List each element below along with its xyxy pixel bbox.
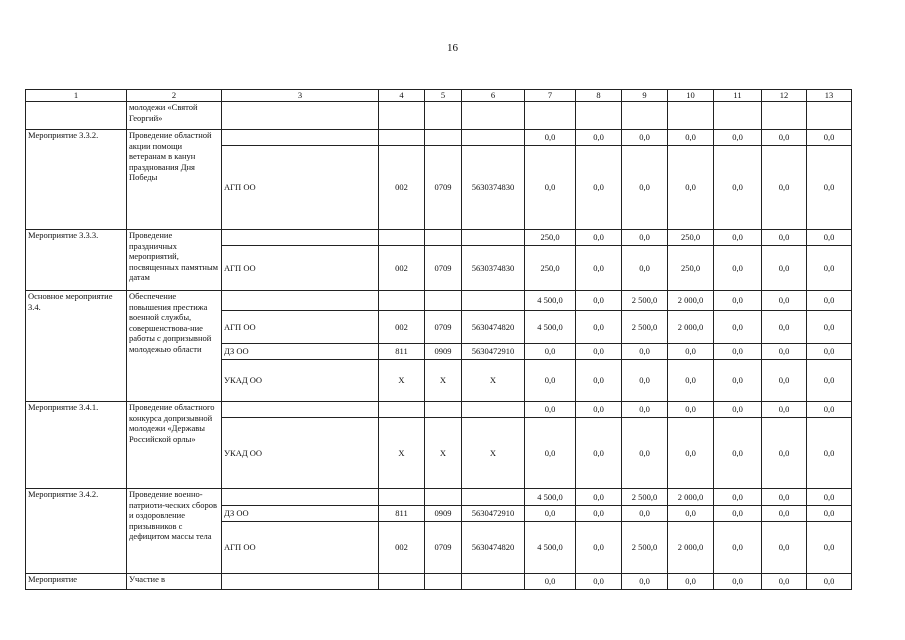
csr-code: 5630374830	[462, 146, 525, 230]
col-header: 3	[222, 90, 379, 102]
cell	[222, 291, 379, 311]
cell	[222, 102, 379, 130]
col-header: 9	[622, 90, 668, 102]
rzpr-code: 0709	[425, 146, 462, 230]
total-value: 0,0	[714, 489, 762, 506]
cell	[425, 489, 462, 506]
cell	[222, 230, 379, 246]
value: 0,0	[622, 418, 668, 489]
value: 0,0	[668, 344, 714, 360]
table-row	[26, 489, 852, 506]
total-value: 2 000,0	[668, 489, 714, 506]
measure-title: Проведение военно-патриоти-ческих сборов и оздоровление призывников с дефицитом массы тела	[127, 489, 222, 574]
measure-title: молодежи «Святой Георгий»	[127, 102, 222, 130]
cell	[462, 130, 525, 146]
measure-code: Мероприятие 3.4.2.	[26, 489, 127, 574]
csr-code: 5630472910	[462, 344, 525, 360]
total-value: 0,0	[576, 130, 622, 146]
rzpr-code: Х	[425, 360, 462, 402]
grbs-code: 002	[379, 311, 425, 344]
value: 4 500,0	[525, 522, 576, 574]
total-value: 0,0	[714, 402, 762, 418]
cell	[525, 102, 576, 130]
value: 0,0	[762, 360, 807, 402]
measure-code: Мероприятие 3.4.1.	[26, 402, 127, 489]
total-value: 0,0	[622, 130, 668, 146]
measure-title: Проведение областной акции помощи ветеранам в канун празднования Дня Победы	[127, 130, 222, 230]
value: 0,0	[807, 506, 852, 522]
value: 0,0	[714, 344, 762, 360]
total-value: 250,0	[668, 230, 714, 246]
csr-code: 5630474820	[462, 522, 525, 574]
total-value: 0,0	[576, 291, 622, 311]
total-value: 0,0	[762, 230, 807, 246]
col-header: 4	[379, 90, 425, 102]
executor: ДЗ ОО	[222, 344, 379, 360]
total-value: 0,0	[807, 402, 852, 418]
value: 0,0	[525, 344, 576, 360]
value: 0,0	[576, 146, 622, 230]
cell	[379, 402, 425, 418]
cell	[379, 130, 425, 146]
measure-code: Основное мероприятие 3.4.	[26, 291, 127, 402]
cell	[425, 574, 462, 590]
grbs-code: 811	[379, 506, 425, 522]
measure-code: Мероприятие	[26, 574, 127, 590]
total-value: 0,0	[525, 130, 576, 146]
value: 0,0	[576, 506, 622, 522]
col-header: 8	[576, 90, 622, 102]
value: 0,0	[807, 418, 852, 489]
cell	[668, 102, 714, 130]
total-value: 0,0	[762, 489, 807, 506]
cell	[622, 102, 668, 130]
total-value: 4 500,0	[525, 291, 576, 311]
value: 0,0	[714, 506, 762, 522]
header-row	[26, 90, 852, 102]
value: 0,0	[714, 311, 762, 344]
value: 0,0	[525, 418, 576, 489]
value: 0,0	[807, 146, 852, 230]
table-row	[26, 130, 852, 146]
value: 0,0	[714, 360, 762, 402]
csr-code: 5630474820	[462, 311, 525, 344]
value: 0,0	[807, 344, 852, 360]
total-value: 0,0	[576, 489, 622, 506]
grbs-code: 811	[379, 344, 425, 360]
total-value: 0,0	[762, 130, 807, 146]
total-value: 0,0	[576, 402, 622, 418]
cell	[222, 130, 379, 146]
executor: ДЗ ОО	[222, 506, 379, 522]
value: 0,0	[762, 344, 807, 360]
table-row	[26, 291, 852, 311]
rzpr-code: Х	[425, 418, 462, 489]
value: 0,0	[576, 522, 622, 574]
value: 2 500,0	[622, 522, 668, 574]
total-value: 0,0	[807, 130, 852, 146]
total-value: 0,0	[714, 291, 762, 311]
cell	[379, 230, 425, 246]
measure-code: Мероприятие 3.3.3.	[26, 230, 127, 291]
value: 0,0	[525, 506, 576, 522]
executor: АГП ОО	[222, 311, 379, 344]
total-value: 250,0	[525, 230, 576, 246]
value: 0,0	[622, 246, 668, 291]
csr-code: 5630472910	[462, 506, 525, 522]
cell	[462, 489, 525, 506]
col-header: 12	[762, 90, 807, 102]
total-value: 0,0	[576, 574, 622, 590]
total-value: 0,0	[668, 402, 714, 418]
cell	[379, 489, 425, 506]
executor: АГП ОО	[222, 246, 379, 291]
value: 0,0	[668, 506, 714, 522]
table-row	[26, 574, 852, 590]
cell	[714, 102, 762, 130]
table-row	[26, 102, 852, 130]
value: 0,0	[622, 506, 668, 522]
value: 0,0	[576, 360, 622, 402]
csr-code: Х	[462, 360, 525, 402]
value: 0,0	[576, 246, 622, 291]
cell	[462, 230, 525, 246]
total-value: 0,0	[668, 130, 714, 146]
total-value: 0,0	[576, 230, 622, 246]
col-header: 11	[714, 90, 762, 102]
total-value: 2 000,0	[668, 291, 714, 311]
value: 0,0	[762, 418, 807, 489]
col-header: 5	[425, 90, 462, 102]
table-row	[26, 230, 852, 246]
value: 0,0	[762, 246, 807, 291]
value: 2 000,0	[668, 522, 714, 574]
total-value: 0,0	[525, 402, 576, 418]
cell	[462, 291, 525, 311]
value: 0,0	[525, 360, 576, 402]
value: 0,0	[576, 344, 622, 360]
total-value: 0,0	[807, 230, 852, 246]
measure-title: Обеспечение повышения престижа военной службы, совершенствова-ние работы с допризывной молодежью области	[127, 291, 222, 402]
executor: УКАД ОО	[222, 360, 379, 402]
col-header: 6	[462, 90, 525, 102]
total-value: 0,0	[762, 291, 807, 311]
cell	[222, 489, 379, 506]
total-value: 0,0	[622, 574, 668, 590]
value: 4 500,0	[525, 311, 576, 344]
value: 0,0	[762, 311, 807, 344]
value: 0,0	[714, 146, 762, 230]
value: 0,0	[714, 246, 762, 291]
value: 0,0	[622, 344, 668, 360]
value: 0,0	[668, 418, 714, 489]
value: 250,0	[525, 246, 576, 291]
cell	[462, 402, 525, 418]
total-value: 0,0	[807, 291, 852, 311]
cell	[26, 102, 127, 130]
value: 0,0	[525, 146, 576, 230]
measure-title: Проведение областного конкурса допризывной молодежи «Державы Российской орлы»	[127, 402, 222, 489]
grbs-code: 002	[379, 246, 425, 291]
executor: АГП ОО	[222, 522, 379, 574]
value: 0,0	[762, 522, 807, 574]
cell	[425, 291, 462, 311]
grbs-code: 002	[379, 146, 425, 230]
value: 0,0	[576, 418, 622, 489]
total-value: 2 500,0	[622, 489, 668, 506]
csr-code: 5630374830	[462, 246, 525, 291]
col-header: 2	[127, 90, 222, 102]
cell	[222, 574, 379, 590]
value: 2 500,0	[622, 311, 668, 344]
value: 0,0	[762, 146, 807, 230]
total-value: 0,0	[714, 230, 762, 246]
value: 0,0	[807, 311, 852, 344]
cell	[462, 574, 525, 590]
cell	[425, 130, 462, 146]
cell	[425, 102, 462, 130]
total-value: 2 500,0	[622, 291, 668, 311]
rzpr-code: 0709	[425, 311, 462, 344]
total-value: 0,0	[762, 402, 807, 418]
value: 0,0	[807, 360, 852, 402]
total-value: 4 500,0	[525, 489, 576, 506]
rzpr-code: 0709	[425, 246, 462, 291]
value: 0,0	[714, 522, 762, 574]
budget-table	[25, 89, 852, 590]
total-value: 0,0	[525, 574, 576, 590]
value: 0,0	[576, 311, 622, 344]
cell	[379, 102, 425, 130]
col-header: 1	[26, 90, 127, 102]
value: 0,0	[622, 146, 668, 230]
cell	[379, 574, 425, 590]
total-value: 0,0	[762, 574, 807, 590]
grbs-code: Х	[379, 418, 425, 489]
value: 0,0	[714, 418, 762, 489]
table-row	[26, 402, 852, 418]
measure-title: Участие в	[127, 574, 222, 590]
grbs-code: 002	[379, 522, 425, 574]
cell	[807, 102, 852, 130]
measure-code: Мероприятие 3.3.2.	[26, 130, 127, 230]
cell	[576, 102, 622, 130]
total-value: 0,0	[622, 402, 668, 418]
total-value: 0,0	[622, 230, 668, 246]
total-value: 0,0	[807, 489, 852, 506]
col-header: 7	[525, 90, 576, 102]
rzpr-code: 0909	[425, 344, 462, 360]
rzpr-code: 0709	[425, 522, 462, 574]
total-value: 0,0	[714, 574, 762, 590]
col-header: 13	[807, 90, 852, 102]
executor: АГП ОО	[222, 146, 379, 230]
value: 0,0	[668, 360, 714, 402]
cell	[425, 402, 462, 418]
value: 2 000,0	[668, 311, 714, 344]
value: 250,0	[668, 246, 714, 291]
value: 0,0	[807, 246, 852, 291]
executor: УКАД ОО	[222, 418, 379, 489]
col-header: 10	[668, 90, 714, 102]
value: 0,0	[622, 360, 668, 402]
csr-code: Х	[462, 418, 525, 489]
cell	[462, 102, 525, 130]
measure-title: Проведение праздничных мероприятий, посвященных памятным датам	[127, 230, 222, 291]
value: 0,0	[762, 506, 807, 522]
value: 0,0	[807, 522, 852, 574]
cell	[425, 230, 462, 246]
total-value: 0,0	[807, 574, 852, 590]
cell	[379, 291, 425, 311]
rzpr-code: 0909	[425, 506, 462, 522]
value: 0,0	[668, 146, 714, 230]
grbs-code: Х	[379, 360, 425, 402]
cell	[222, 402, 379, 418]
cell	[762, 102, 807, 130]
page-number: 16	[447, 42, 458, 54]
total-value: 0,0	[714, 130, 762, 146]
total-value: 0,0	[668, 574, 714, 590]
